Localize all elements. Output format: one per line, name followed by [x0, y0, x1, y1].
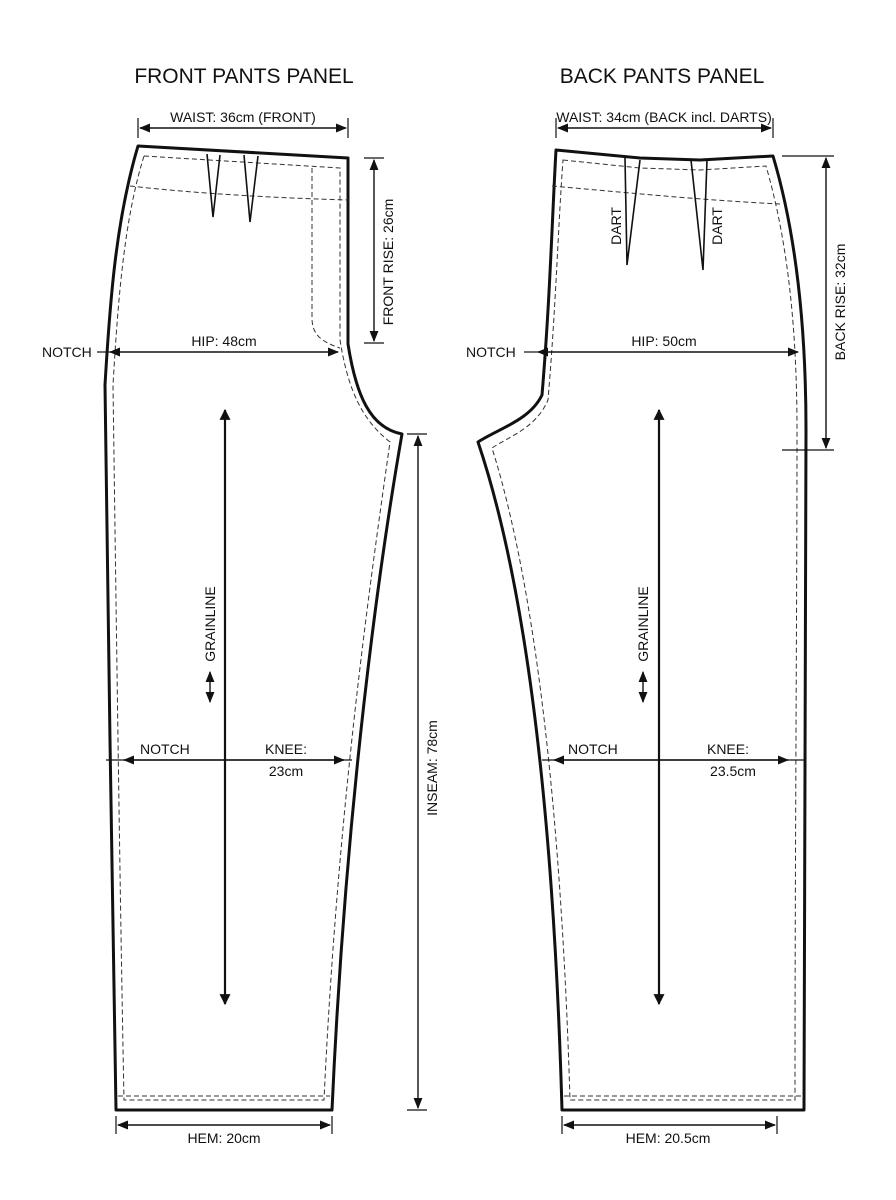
back-waistband-line	[552, 186, 780, 204]
front-hip-notch-label: NOTCH	[42, 344, 92, 360]
front-waist-label: WAIST: 36cm (FRONT)	[170, 109, 316, 125]
front-cut-line	[105, 146, 402, 1110]
back-knee-label-1: KNEE:	[706, 741, 750, 757]
front-hip-dimension	[42, 333, 338, 360]
front-inseam-dimension	[407, 434, 440, 1110]
back-dart-right-label: DART	[709, 207, 725, 245]
back-dart-right	[691, 160, 707, 270]
front-fly-line	[312, 168, 340, 348]
front-pleat-2	[244, 155, 258, 222]
back-hem-dimension	[562, 1116, 777, 1146]
front-waistband-line	[130, 186, 348, 200]
back-knee-label-2: 23.5cm	[710, 763, 756, 779]
front-panel	[42, 65, 440, 1146]
front-grainline	[202, 410, 225, 1004]
front-rise-dimension	[364, 158, 396, 343]
front-title: FRONT PANTS PANEL	[134, 65, 354, 88]
back-rise-dimension	[782, 156, 848, 450]
front-knee-notch-label: NOTCH	[140, 741, 190, 757]
back-panel	[466, 65, 848, 1146]
back-knee-dimension	[542, 741, 806, 779]
front-hem-label: HEM: 20cm	[187, 1130, 261, 1146]
back-hem-label: HEM: 20.5cm	[625, 1130, 711, 1146]
back-grainline-label: GRAINLINE	[635, 586, 651, 662]
front-inseam-label: INSEAM: 78cm	[424, 720, 440, 816]
front-waist-dimension	[138, 109, 348, 138]
back-dart-left	[625, 158, 640, 265]
front-knee-label-2: 23cm	[268, 763, 304, 779]
front-pleat-1	[207, 154, 220, 217]
back-waist-label: WAIST: 34cm (BACK incl. DARTS)	[556, 109, 772, 125]
back-hip-label: HIP: 50cm	[631, 333, 697, 349]
front-knee-dimension	[106, 741, 352, 779]
back-title: BACK PANTS PANEL	[559, 65, 765, 88]
back-hip-dimension	[466, 333, 798, 360]
back-rise-label: BACK RISE: 32cm	[832, 243, 848, 361]
front-hip-label: HIP: 48cm	[191, 333, 257, 349]
back-knee-notch-label: NOTCH	[568, 741, 618, 757]
front-knee-label-1: KNEE:	[264, 741, 308, 757]
front-rise-label: FRONT RISE: 26cm	[380, 198, 396, 326]
back-dart-left-label: DART	[608, 207, 624, 245]
front-grainline-label: GRAINLINE	[202, 586, 218, 662]
front-hem-dimension	[116, 1116, 332, 1146]
back-waist-dimension	[556, 109, 773, 138]
back-grainline	[635, 410, 659, 1004]
back-hip-notch-label: NOTCH	[466, 344, 516, 360]
